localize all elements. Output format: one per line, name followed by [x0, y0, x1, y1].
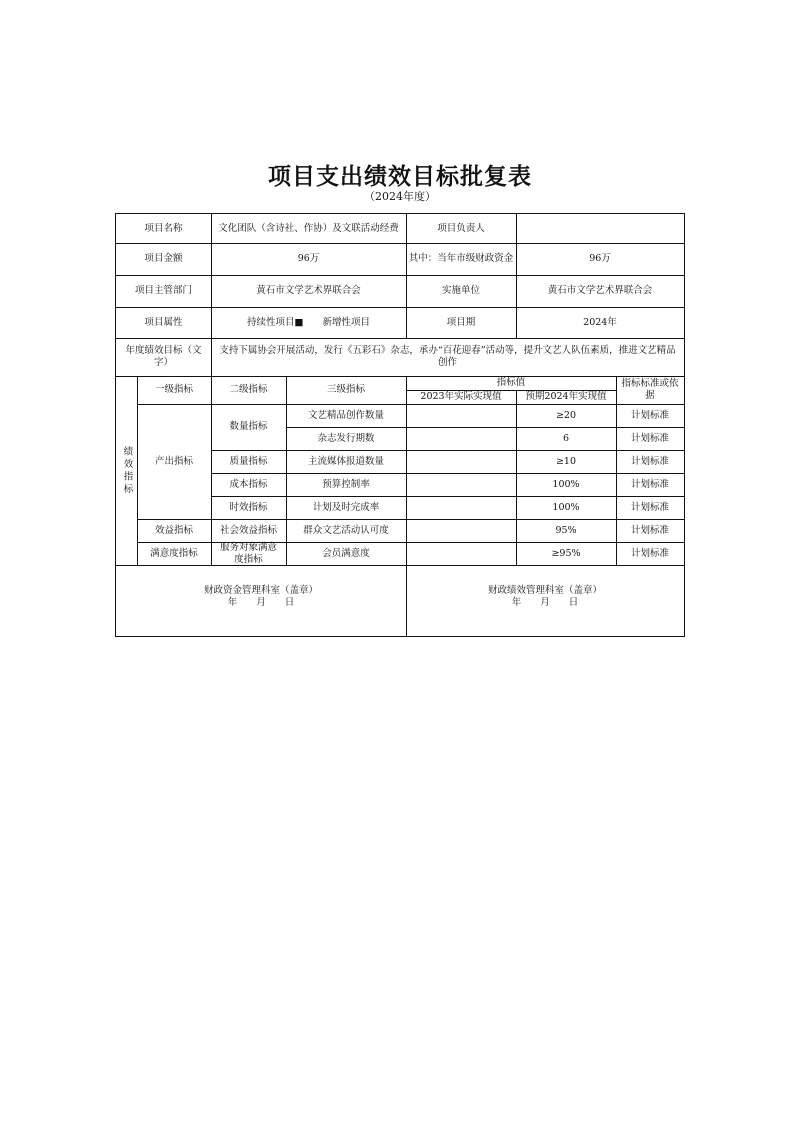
finance-performance-office-seal: [406, 565, 684, 636]
goal-label: 年度绩效目标（文字）: [125, 345, 202, 368]
value-header: 指标值: [496, 377, 526, 389]
standard-value: 计划标准: [630, 478, 669, 490]
period-value: 2024年: [583, 316, 617, 328]
standard-value: 计划标准: [630, 455, 669, 467]
actual-value: [406, 496, 516, 519]
level3-name: 预算控制率: [322, 478, 370, 490]
level3-name: 主流媒体报道数量: [307, 455, 384, 467]
standard-value: 计划标准: [630, 547, 669, 559]
page-title: 项目支出绩效目标批复表: [268, 164, 532, 190]
finance-fund-office-seal: [116, 565, 406, 636]
level3-header: 三级指标: [326, 384, 365, 396]
indicators-side-text: 绩效指标: [121, 445, 133, 496]
quality-indicator-label: 质量指标: [229, 455, 268, 467]
standard-value: 计划标准: [630, 409, 669, 421]
actual-value: [406, 450, 516, 473]
standard-value: 计划标准: [630, 432, 669, 444]
leader-label: 项目负责人: [437, 222, 485, 234]
satisfaction-indicator-label: 满意度指标: [150, 547, 198, 559]
level3-name: 文艺精品创作数量: [307, 409, 384, 421]
city-fund-label: 其中：当年市级财政资金: [408, 253, 514, 265]
output-indicator-label: 产出指标: [154, 455, 193, 467]
level3-name: 计划及时完成率: [312, 501, 380, 513]
finance-fund-office-date: 年 月 日: [227, 596, 295, 608]
time-indicator-label: 时效指标: [229, 501, 268, 513]
standard-value: 计划标准: [630, 501, 669, 513]
level3-name: 群众文艺活动认可度: [303, 524, 389, 536]
city-fund-value: 96万: [589, 253, 611, 265]
indicators-side-label: [116, 376, 137, 565]
level2-header: 二级指标: [229, 384, 268, 396]
attr-label: 项目属性: [144, 316, 183, 328]
page-subtitle: （2024年度）: [364, 190, 436, 203]
amount-label: 项目金额: [144, 253, 183, 265]
service-indicator-label: 服务对象满意度指标: [219, 541, 277, 565]
expected-value: 95%: [555, 524, 577, 536]
expected-value: 100%: [552, 501, 580, 513]
expected-value: ≥95%: [551, 547, 581, 559]
actual-value: [406, 542, 516, 565]
social-indicator-label: 社会效益指标: [219, 524, 277, 536]
expected-value: ≥10: [555, 455, 577, 467]
finance-performance-office-date: 年 月 日: [511, 596, 579, 608]
goal-text: 支持下属协会开展活动，发行《五彩石》杂志，承办“百花迎春”活动等，提升文艺人队伍素质，推进文艺精品创作: [219, 345, 676, 368]
period-label: 项目期: [446, 316, 476, 328]
actual-value: [406, 519, 516, 542]
level3-name: 会员满意度: [322, 547, 370, 559]
project-name-label: 项目名称: [144, 222, 183, 234]
standard-header: 指标标准或依据: [621, 378, 679, 401]
quantity-indicator-label: 数量指标: [229, 421, 268, 433]
project-name-value: 文化团队（含诗社、作协）及文联活动经费: [218, 222, 399, 234]
expected-value: ≥20: [555, 409, 577, 421]
level3-name: 杂志发行期数: [317, 432, 375, 444]
impl-value: 黄石市文学艺术界联合会: [547, 285, 653, 297]
attr-value: 持续性项目■ 新增性项目: [247, 316, 370, 328]
actual-value: [406, 473, 516, 496]
cost-indicator-label: 成本指标: [229, 478, 268, 490]
actual-header: 2023年实际实现值: [420, 391, 502, 403]
actual-value: [406, 404, 516, 427]
amount-value: 96万: [297, 253, 320, 265]
level1-header: 一级指标: [154, 384, 193, 396]
dept-label: 项目主管部门: [134, 285, 192, 297]
approval-table: [115, 213, 685, 637]
expected-value: 6: [562, 432, 570, 444]
actual-value: [406, 427, 516, 450]
standard-value: 计划标准: [630, 524, 669, 536]
leader-value: [516, 214, 684, 243]
expected-value: 100%: [552, 478, 580, 490]
finance-fund-office-name: 财政资金管理科室（盖章）: [203, 584, 318, 596]
impl-label: 实施单位: [441, 285, 480, 297]
dept-value: 黄石市文学艺术界联合会: [256, 285, 361, 297]
expected-header: 预期2024年实现值: [525, 391, 607, 403]
finance-performance-office-name: 财政绩效管理科室（盖章）: [487, 584, 602, 596]
benefit-indicator-label: 效益指标: [154, 524, 193, 536]
